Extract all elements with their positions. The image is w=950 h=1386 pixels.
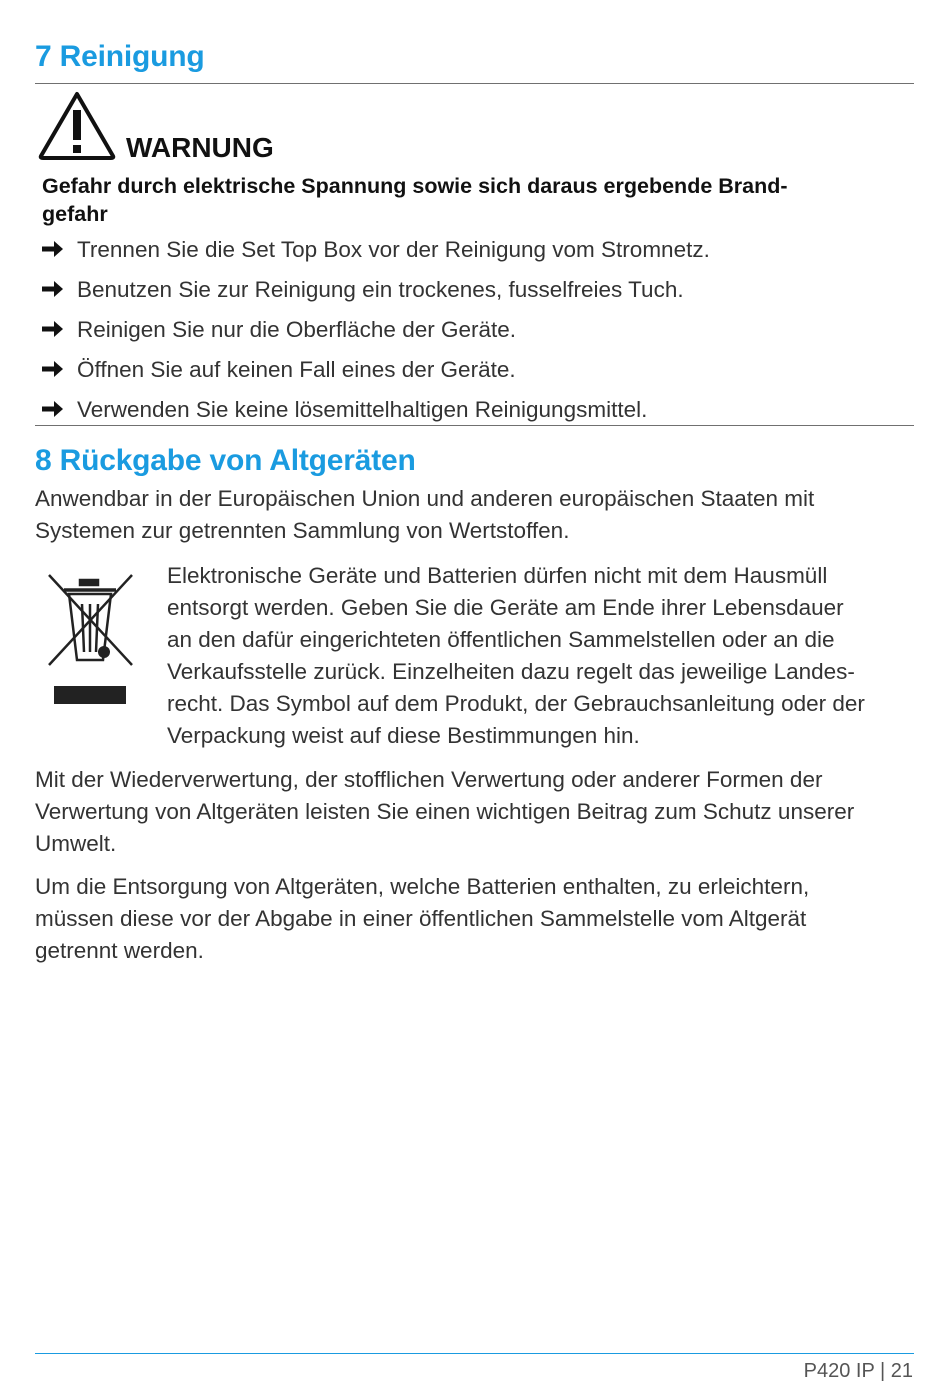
warning-instructions-list xyxy=(42,230,710,430)
text-line: entsorgt werden. Geben Sie die Geräte am Ende ihrer Lebensdauer xyxy=(167,595,844,620)
arrow-right-icon xyxy=(42,280,77,300)
weee-disposal-text xyxy=(167,560,919,752)
battery-paragraph xyxy=(35,871,920,967)
warning-label: WARNUNG xyxy=(126,132,274,163)
recycling-paragraph xyxy=(35,764,920,860)
section-7-heading: 7 Reinigung xyxy=(35,40,205,73)
list-item-text: Trennen Sie die Set Top Box vor der Reinigung vom Stromnetz. xyxy=(77,237,710,262)
text-line: Verwertung von Altgeräten leisten Sie einen wichtigen Beitrag zum Schutz unserer xyxy=(35,799,855,824)
list-item xyxy=(42,310,710,350)
text-line: Verpackung weist auf diese Bestimmungen hin. xyxy=(167,723,640,748)
section-7-divider xyxy=(35,83,914,84)
crossed-out-bin-icon xyxy=(44,570,136,710)
list-item-text: Öffnen Sie auf keinen Fall eines der Geräte. xyxy=(77,357,516,382)
text-line: Verkaufsstelle zurück. Einzelheiten dazu regelt das jeweilige Landes- xyxy=(167,659,855,684)
arrow-right-icon xyxy=(42,320,77,340)
text-line: müssen diese vor der Abgabe in einer öffentlichen Sammelstelle vom Altgerät xyxy=(35,906,807,931)
text-line: getrennt werden. xyxy=(35,938,204,963)
list-item-text: Benutzen Sie zur Reinigung ein trockenes, fusselfreies Tuch. xyxy=(77,277,684,302)
arrow-right-icon xyxy=(42,240,77,260)
text-line: Umwelt. xyxy=(35,831,117,856)
section-8-heading: 8 Rückgabe von Altgeräten xyxy=(35,444,416,477)
section-8-intro xyxy=(35,483,920,547)
page-number: P420 IP | 21 xyxy=(803,1360,913,1382)
section-8-divider xyxy=(35,425,914,426)
text-line: Anwendbar in der Europäischen Union und anderen europäischen Staaten mit xyxy=(35,486,815,511)
list-item xyxy=(42,270,710,310)
list-item-text: Reinigen Sie nur die Oberfläche der Geräte. xyxy=(77,317,517,342)
warning-subtitle-line: Gefahr durch elektrische Spannung sowie sich daraus ergebende Brand- xyxy=(42,174,788,198)
warning-subtitle xyxy=(42,172,862,228)
list-item xyxy=(42,230,710,270)
warning-triangle-icon xyxy=(37,90,117,162)
text-line: Mit der Wiederverwertung, der stofflichen Verwertung oder anderer Formen der xyxy=(35,767,823,792)
list-item-text: Verwenden Sie keine lösemittelhaltigen Reinigungsmittel. xyxy=(77,397,648,422)
text-line: an den dafür eingerichteten öffentlichen Sammelstellen oder an die xyxy=(167,627,835,652)
arrow-right-icon xyxy=(42,400,77,420)
list-item xyxy=(42,390,710,430)
text-line: recht. Das Symbol auf dem Produkt, der Gebrauchsanleitung oder der xyxy=(167,691,865,716)
list-item xyxy=(42,350,710,390)
text-line: Elektronische Geräte und Batterien dürfen nicht mit dem Hausmüll xyxy=(167,563,828,588)
text-line: Systemen zur getrennten Sammlung von Wertstoffen. xyxy=(35,518,570,543)
arrow-right-icon xyxy=(42,360,77,380)
footer-divider xyxy=(35,1353,914,1354)
text-line: Um die Entsorgung von Altgeräten, welche Batterien enthalten, zu erleichtern, xyxy=(35,874,810,899)
warning-subtitle-line: gefahr xyxy=(42,202,108,226)
